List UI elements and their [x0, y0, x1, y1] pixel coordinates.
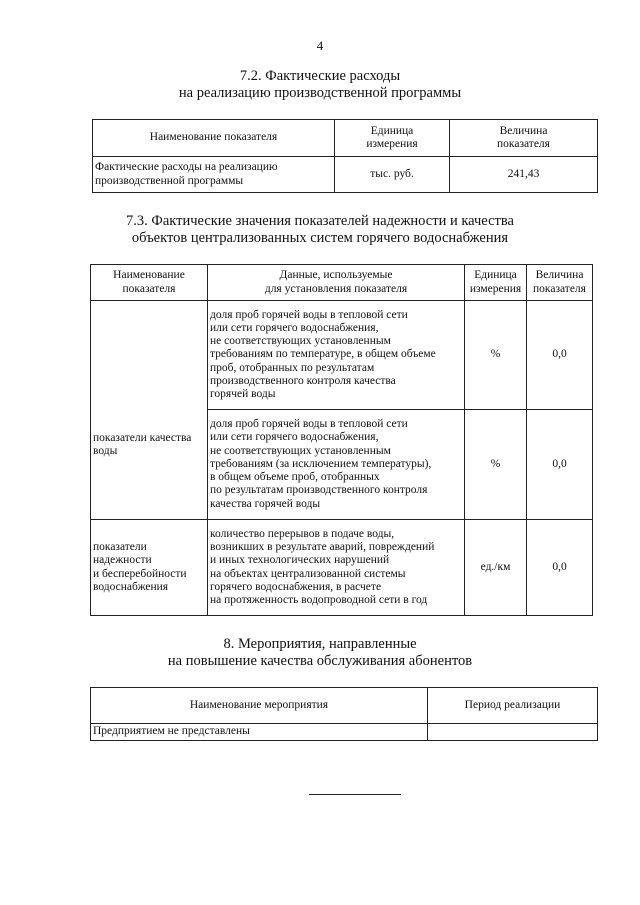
header-period: Период реализации [428, 688, 598, 724]
cell-period [428, 724, 598, 741]
cell-measure-name: Предприятием не представлены [91, 724, 428, 741]
table-row [91, 301, 593, 410]
header-unit: Единица измерения [335, 120, 450, 157]
cell-group-water-quality: показатели качества воды [91, 301, 208, 520]
section-8-title [0, 636, 640, 670]
section-8-title-line2: на повышение качества обслуживания абонентов [167, 653, 473, 669]
end-of-document-line [309, 794, 401, 795]
section-7-2-title-line2: на реализацию производственной программы [178, 85, 462, 101]
header-indicator-name: Наименование показателя [93, 120, 335, 157]
cell-data-other-samples: доля проб горячей воды в тепловой сети или сети горячего водоснабжения, не соответствующих установленным требованиям (за исключением температуры), в общем объеме проб, отобранных по результатам производственного контроля качества горячей воды [208, 410, 465, 520]
cell-indicator-name: Фактические расходы на реализацию производственной программы [93, 157, 335, 193]
table-header-row [91, 265, 593, 301]
cell-value: 0,0 [527, 301, 593, 410]
cell-data-temperature-samples: доля проб горячей воды в тепловой сети или сети горячего водоснабжения, не соответствующих установленным требованиям по температуре, в общем объеме проб, отобранных по результатам производственного контроля качества горячей воды [208, 301, 465, 410]
cell-unit: тыс. руб. [335, 157, 450, 193]
section-8-title-line1: 8. Мероприятия, направленные [223, 636, 417, 652]
cell-value: 241,43 [450, 157, 598, 193]
table-row [93, 157, 598, 193]
table-header-row [93, 120, 598, 157]
section-7-3-title-line1: 7.3. Фактические значения показателей надежности и качества [126, 213, 514, 229]
header-value: Величина показателя [450, 120, 598, 157]
table-row [91, 520, 593, 616]
header-data-used: Данные, используемые для установления показателя [208, 265, 465, 301]
page-number: 4 [316, 38, 324, 53]
table-header-row [91, 688, 598, 724]
cell-data-interruptions: количество перерывов в подаче воды, возникших в результате аварий, повреждений и иных технологических нарушений на объектах централизованной системы горячего водоснабжения, в расчете на протяженность водопроводной сети в год [208, 520, 465, 616]
cell-value: 0,0 [527, 520, 593, 616]
cell-value: 0,0 [527, 410, 593, 520]
section-7-3-title-line2: объектов централизованных систем горячего водоснабжения [131, 230, 509, 246]
section-7-2-title-line1: 7.2. Фактические расходы [239, 68, 401, 84]
measures-table [90, 687, 598, 741]
section-7-2-title [0, 68, 640, 102]
cell-group-reliability: показатели надежности и бесперебойности водоснабжения [91, 520, 208, 616]
header-value: Величина показателя [527, 265, 593, 301]
header-indicator-name: Наименование показателя [91, 265, 208, 301]
header-unit: Единица измерения [465, 265, 527, 301]
actual-expenses-table [92, 119, 598, 193]
cell-unit: % [465, 410, 527, 520]
cell-unit: ед./км [465, 520, 527, 616]
table-row [91, 724, 598, 741]
cell-unit: % [465, 301, 527, 410]
section-7-3-title [0, 213, 640, 247]
header-measure-name: Наименование мероприятия [91, 688, 428, 724]
reliability-quality-table [90, 264, 593, 616]
